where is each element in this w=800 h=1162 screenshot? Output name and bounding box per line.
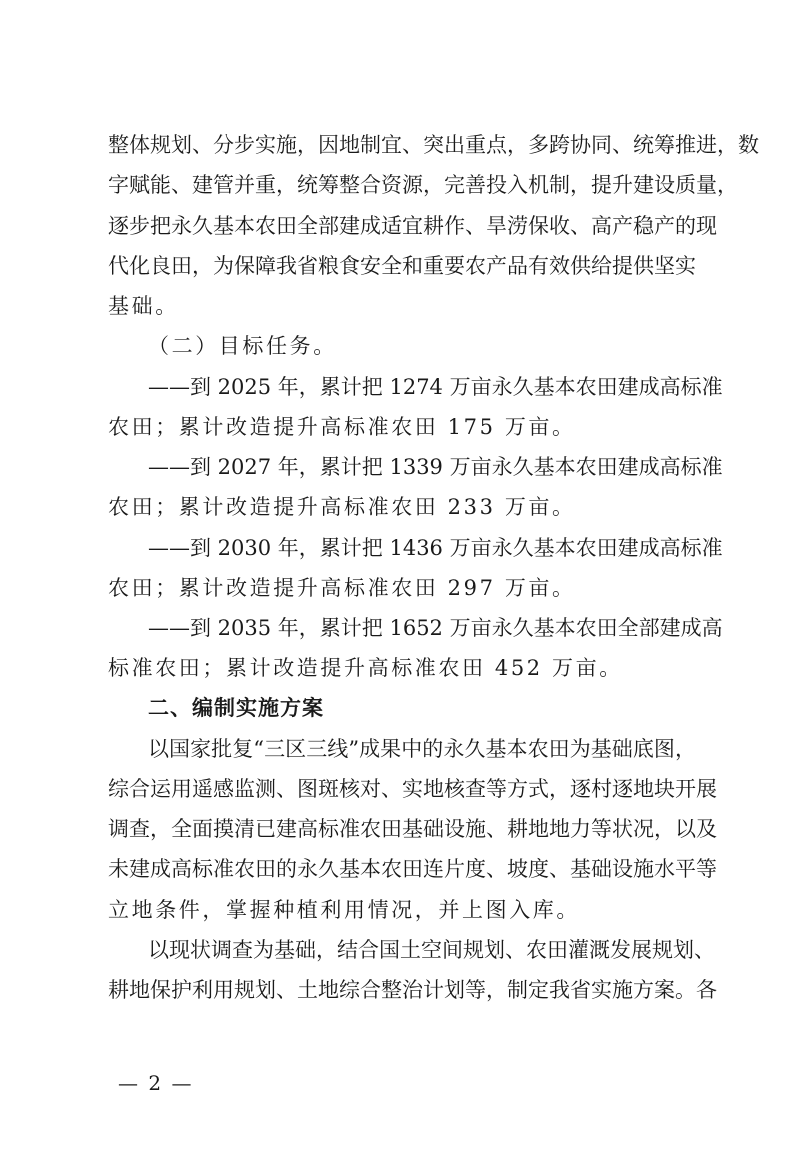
target-item: ——到 2035 年，累计把 1652 万亩永久基本农田全部建成高: [148, 616, 723, 640]
target-item: ——到 2025 年，累计把 1274 万亩永久基本农田建成高标准: [148, 375, 723, 399]
body-text-line: 基础。: [108, 294, 179, 318]
body-text-line: 以国家批复“三区三线”成果中的永久基本农田为基础底图，: [148, 737, 696, 761]
body-text-line: 农田；累计改造提升高标准农田 297 万亩。: [108, 576, 576, 600]
body-text-line: 标准农田；累计改造提升高标准农田 452 万亩。: [108, 656, 623, 680]
section-heading: 二、编制实施方案: [148, 696, 324, 720]
body-text-line: 整体规划、分步实施，因地制宜、突出重点，多跨协同、统筹推进，数: [108, 133, 759, 157]
body-text-line: 字赋能、建管并重，统筹整合资源，完善投入机制，提升建设质量，: [108, 173, 738, 197]
body-text-line: 代化良田，为保障我省粮食安全和重要农产品有效供给提供坚实: [108, 254, 696, 278]
body-text-line: 农田；累计改造提升高标准农田 175 万亩。: [108, 415, 576, 439]
body-text-line: 以现状调查为基础，结合国土空间规划、农田灌溉发展规划、: [148, 938, 715, 962]
subsection-heading: （二）目标任务。: [148, 334, 337, 358]
body-text-line: 未建成高标准农田的永久基本农田连片度、坡度、基础设施水平等: [108, 857, 717, 881]
target-item: ——到 2030 年，累计把 1436 万亩永久基本农田建成高标准: [148, 536, 723, 560]
body-text-line: 调查，全面摸清已建高标准农田基础设施、耕地地力等状况，以及: [108, 817, 717, 841]
body-text-line: 农田；累计改造提升高标准农田 233 万亩。: [108, 495, 576, 519]
body-text-line: 耕地保护利用规划、土地综合整治计划等，制定我省实施方案。各: [108, 978, 717, 1002]
body-text-line: 综合运用遥感监测、图斑核对、实地核查等方式，逐村逐地块开展: [108, 777, 717, 801]
page-number: — 2 —: [118, 1071, 194, 1095]
target-item: ——到 2027 年，累计把 1339 万亩永久基本农田建成高标准: [148, 455, 723, 479]
body-text-line: 立地条件，掌握种植利用情况，并上图入库。: [108, 898, 580, 922]
body-text-line: 逐步把永久基本农田全部建成适宜耕作、旱涝保收、高产稳产的现: [108, 214, 717, 238]
